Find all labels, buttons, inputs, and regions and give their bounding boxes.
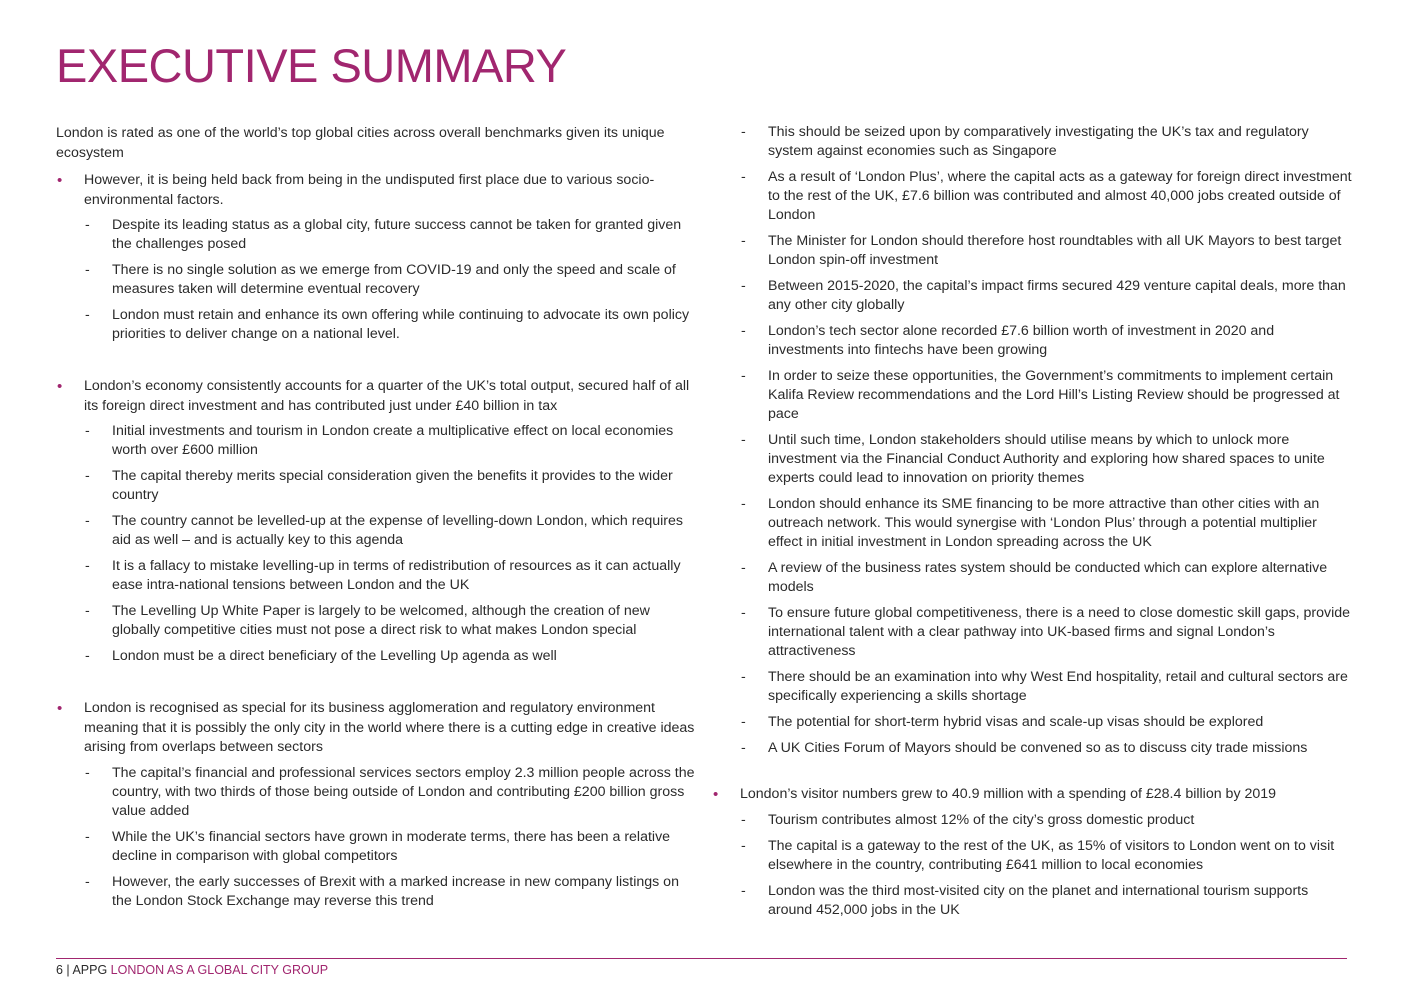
sub-item: - There should be an examination into why West End hospitality, retail and cultural sectors are specifically experiencing a skills shortage	[712, 668, 1352, 706]
right-column	[712, 123, 1352, 927]
sub-list	[740, 811, 1352, 920]
sub-item: - The capital is a gateway to the rest of the UK, as 15% of visitors to London went on to visit elsewhere in the country, contributing £641 million to local economies	[740, 837, 1352, 875]
bullet-item	[712, 785, 1352, 920]
sub-item: - This should be seized upon by comparatively investigating the UK’s tax and regulatory system against economies such as Singapore	[712, 123, 1352, 161]
spacer	[712, 765, 1352, 785]
sub-item: - The capital thereby merits special consideration given the benefits it provides to the wider country	[84, 467, 696, 505]
sub-item: - The country cannot be levelled-up at the expense of levelling-down London, which requires aid as well – and is actually key to this agenda	[84, 512, 696, 550]
sub-item: - The Minister for London should therefore host roundtables with all UK Mayors to best target London spin-off investment	[712, 232, 1352, 270]
sub-item: - The potential for short-term hybrid visas and scale-up visas should be explored	[712, 713, 1352, 732]
sub-item: - Tourism contributes almost 12% of the city’s gross domestic product	[740, 811, 1352, 830]
bullet-text: • London’s visitor numbers grew to 40.9 million with a spending of £28.4 billion by 2019	[740, 786, 1277, 802]
sub-item: - In order to seize these opportunities, the Government’s commitments to implement certain Kalifa Review recommendations and the Lord Hill’s Listing Review should be progressed at pace	[712, 367, 1352, 424]
left-column	[56, 124, 696, 918]
bullet-text: • London’s economy consistently accounts for a quarter of the UK’s total output, secured half of all its foreign direct investment and has contributed just under £40 billion in tax	[84, 378, 690, 414]
sub-item: - It is a fallacy to mistake levelling-up in terms of redistribution of resources as it can actually ease intra-national tensions between London and the UK	[84, 557, 696, 595]
sub-item: - While the UK’s financial sectors have grown in moderate terms, there has been a relative decline in comparison with global competitors	[84, 828, 696, 866]
sub-item: - London must be a direct beneficiary of the Levelling Up agenda as well	[84, 647, 696, 666]
sub-item: - The capital’s financial and professional services sectors employ 2.3 million people across the country, with two thirds of those being outside of London and contributing £200 billion gross value added	[84, 764, 696, 821]
sub-item: - As a result of ‘London Plus’, where the capital acts as a gateway for foreign direct investment to the rest of the UK, £7.6 billion was contributed and almost 40,000 jobs created outside of London	[712, 168, 1352, 225]
sub-item: - To ensure future global competitiveness, there is a need to close domestic skill gaps, provide international talent with a clear pathway into UK-based firms and signal London’s attractiveness	[712, 604, 1352, 661]
sub-item: - Despite its leading status as a global city, future success cannot be taken for granted given the challenges posed	[84, 216, 696, 254]
sub-item: - London should enhance its SME financing to be more attractive than other cities with an outreach network. This would synergise with ‘London Plus’ through a potential multiplier effect in initial investment in London spreading across the UK	[712, 495, 1352, 552]
sub-item: - Until such time, London stakeholders should utilise means by which to unlock more investment via the Financial Conduct Authority and exploring how shared spaces to unite experts could lead to innovation on priority themes	[712, 431, 1352, 488]
spacer	[56, 351, 696, 377]
sub-list	[84, 422, 696, 666]
sub-item: - London was the third most-visited city on the planet and international tourism supports around 452,000 jobs in the UK	[740, 882, 1352, 920]
sub-item: - A review of the business rates system should be conducted which can explore alternative models	[712, 559, 1352, 597]
sub-list	[84, 764, 696, 911]
right-bullet-list	[712, 785, 1352, 920]
sub-item: - London’s tech sector alone recorded £7.6 billion worth of investment in 2020 and investments into fintechs have been growing	[712, 322, 1352, 360]
left-bullet-list	[56, 171, 696, 911]
bullet-item	[56, 699, 696, 911]
sub-item: - Between 2015-2020, the capital’s impact firms secured 429 venture capital deals, more than any other city globally	[712, 277, 1352, 315]
bullet-text: • London is recognised as special for its business agglomeration and regulatory environment meaning that it is possibly the only city in the world where there is a cutting edge in creative ideas arising from overlaps between sectors	[84, 700, 695, 755]
intro-paragraph: London is rated as one of the world’s top global cities across overall benchmarks given its unique ecosystem	[56, 125, 665, 161]
page-number: 6	[56, 963, 63, 977]
footer-divider	[56, 958, 1347, 959]
spacer	[56, 673, 696, 699]
sub-item: - London must retain and enhance its own offering while continuing to advocate its own policy priorities to deliver change on a national level.	[84, 306, 696, 344]
group-name: LONDON AS A GLOBAL CITY GROUP	[110, 963, 329, 977]
page-title: EXECUTIVE SUMMARY	[56, 39, 567, 92]
bullet-item	[56, 171, 696, 344]
sub-item: - Initial investments and tourism in London create a multiplicative effect on local economies worth over £600 million	[84, 422, 696, 460]
bullet-text: • However, it is being held back from being in the undisputed first place due to various socio-environmental factors.	[84, 172, 655, 208]
sub-list	[84, 216, 696, 344]
bullet-item	[56, 377, 696, 666]
page-footer	[56, 963, 328, 977]
footer-separator: | APPG	[62, 963, 111, 977]
continued-sub-list	[712, 123, 1352, 758]
sub-item: - A UK Cities Forum of Mayors should be convened so as to discuss city trade missions	[712, 739, 1352, 758]
sub-item: - There is no single solution as we emerge from COVID-19 and only the speed and scale of measures taken will determine eventual recovery	[84, 261, 696, 299]
sub-item: - The Levelling Up White Paper is largely to be welcomed, although the creation of new globally competitive cities must not pose a direct risk to what makes London special	[84, 602, 696, 640]
sub-item: - However, the early successes of Brexit with a marked increase in new company listings on the London Stock Exchange may reverse this trend	[84, 873, 696, 911]
